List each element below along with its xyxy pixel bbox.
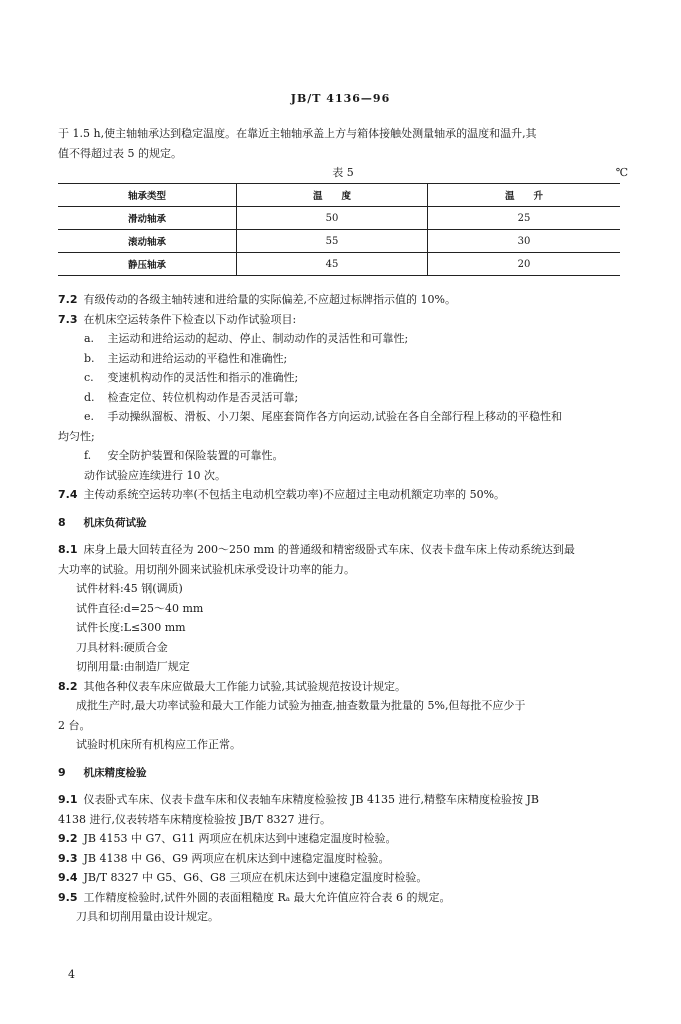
intro-line-2: 值不得超过表 5 的规定。 (58, 146, 182, 160)
cell-bearing-type: 滑动轴承 (58, 207, 237, 230)
list-item (58, 446, 628, 466)
section-8-title (58, 513, 628, 533)
clause-text: JB 4153 中 G7、G11 两项应在机床达到中速稳定温度时检验。 (83, 832, 397, 845)
table-unit: ℃ (615, 166, 628, 179)
list-text: 安全防护装置和保险装置的可靠性。 (107, 449, 284, 462)
list-text: 手动操纵溜板、滑板、小刀架、尾座套筒作各方向运动,试验在各自全部行程上移动的平稳性和 (107, 410, 562, 423)
clause-text-continuation: 成批生产时,最大功率试验和最大工作能力试验为抽查,抽查数量为批量的 5%,但每批不应少于 (76, 699, 526, 712)
cell-temperature: 45 (237, 253, 428, 276)
document-header: JB/T 4136—96 (290, 92, 391, 105)
clause-text-continuation: 试验时机床所有机构应工作正常。 (76, 738, 241, 751)
list-text: 主运动和进给运动的起动、停止、制动动作的灵活性和可靠性; (107, 332, 409, 345)
clause-number: 8.1 (58, 543, 78, 556)
clause-text-continuation: 刀具和切削用量由设计规定。 (76, 910, 219, 923)
clause-7-2 (58, 290, 628, 310)
clause-9-1 (58, 790, 628, 810)
table-row (58, 230, 620, 253)
intro-line-1: 于 1.5 h,使主轴轴承达到稳定温度。在靠近主轴轴承盖上方与箱体接触处测量轴承的温度和温升,其 (58, 127, 537, 140)
bearing-temperature-table (58, 183, 620, 276)
spec-line: 刀具材料:硬质合金 (76, 640, 168, 654)
clause-number: 7.3 (58, 312, 78, 326)
section-number: 8 (58, 515, 66, 529)
clause-number: 9.3 (58, 851, 78, 865)
clause-text-continuation: 大功率的试验。用切削外圆来试验机床承受设计功率的能力。 (58, 562, 355, 576)
page-number: 4 (68, 968, 75, 981)
clause-text: JB 4138 中 G6、G9 两项应在机床达到中速稳定温度时检验。 (83, 851, 390, 865)
clause-8-1 (58, 540, 628, 560)
section-title: 机床精度检验 (83, 766, 147, 779)
section-number: 9 (58, 765, 66, 779)
clause-text-continuation: 2 台。 (58, 718, 91, 732)
clause-text: 有级传动的各级主轴转速和进给量的实际偏差,不应超过标牌指示值的 10%。 (83, 293, 456, 306)
list-letter: b. (84, 351, 95, 365)
list-item (58, 407, 628, 427)
spec-line: 试件长度:L≤300 mm (76, 621, 186, 634)
clause-7-4 (58, 485, 628, 505)
section-9-title (58, 763, 628, 783)
clause-number: 7.4 (58, 488, 78, 501)
spec-line: 试件直径:d=25～40 mm (76, 601, 204, 615)
list-item (58, 368, 628, 388)
list-text: 检查定位、转位机构动作是否灵活可靠; (107, 390, 299, 404)
clause-8-2 (58, 677, 628, 697)
clause-text: 在机床空运转条件下检查以下动作试验项目: (83, 312, 297, 326)
clause-number: 9.4 (58, 871, 78, 884)
clause-number: 9.5 (58, 890, 78, 904)
clause-9-5 (58, 888, 628, 908)
col-header-temperature-rise: 温 升 (504, 191, 543, 202)
list-letter: f. (84, 449, 92, 462)
spec-line: 试件材料:45 钢(调质) (76, 582, 183, 595)
clause-number: 8.2 (58, 679, 78, 693)
col-header-bearing-type: 轴承类型 (58, 184, 237, 207)
list-letter: d. (84, 390, 95, 404)
clause-number: 9.2 (58, 832, 78, 845)
cell-temperature-rise: 30 (428, 230, 621, 253)
list-text: 主运动和进给运动的平稳性和准确性; (107, 351, 288, 365)
clause-text: 主传动系统空运转功率(不包括主电动机空载功率)不应超过主电动机额定功率的 50%。 (83, 488, 506, 501)
clause-text-continuation: 4138 进行,仪表转塔车床精度检验按 JB/T 8327 进行。 (58, 812, 332, 826)
page-body (58, 124, 628, 927)
cell-temperature-rise: 20 (428, 253, 621, 276)
clause-text: 仪表卧式车床、仪表卡盘车床和仪表轴车床精度检验按 JB 4135 进行,精整车床精度检验按 JB (83, 793, 539, 806)
spec-line: 切削用量:由制造厂规定 (76, 660, 190, 673)
list-item (58, 388, 628, 408)
clause-text: JB/T 8327 中 G5、G6、G8 三项应在机床达到中速稳定温度时检验。 (83, 871, 428, 884)
list-item-continuation: 均匀性; (58, 429, 95, 443)
list-text: 变速机构动作的灵活性和指示的准确性; (107, 371, 299, 384)
table-caption-row (58, 163, 628, 183)
list-letter: a. (84, 332, 95, 345)
col-header-temperature: 温 度 (237, 184, 428, 207)
table-row (58, 253, 620, 276)
list-letter: c. (84, 371, 94, 384)
clause-7-3 (58, 310, 628, 330)
clause-text: 其他各种仪表车床应做最大工作能力试验,其试验规范按设计规定。 (83, 679, 406, 693)
clause-9-3 (58, 849, 628, 869)
clause-number: 7.2 (58, 293, 78, 306)
list-item (58, 349, 628, 369)
table-caption: 表 5 (332, 166, 354, 179)
cell-temperature: 55 (237, 230, 428, 253)
list-item (58, 329, 628, 349)
clause-text: 床身上最大回转直径为 200～250 mm 的普通级和精密级卧式车床、仪表卡盘车床上传动系统达到最 (83, 543, 575, 556)
cell-bearing-type: 滚动轴承 (58, 230, 237, 253)
table-row (58, 207, 620, 230)
clause-text: 工作精度检验时,试件外圆的表面粗糙度 Rₐ 最大允许值应符合表 6 的规定。 (83, 890, 451, 904)
cell-temperature-rise: 25 (428, 207, 621, 230)
clause-number: 9.1 (58, 793, 78, 806)
cell-bearing-type: 静压轴承 (58, 253, 237, 276)
table-header-row (58, 184, 620, 207)
clause-9-2 (58, 829, 628, 849)
section-title: 机床负荷试验 (83, 516, 147, 529)
cell-temperature: 50 (237, 207, 428, 230)
clause-note: 动作试验应连续进行 10 次。 (84, 468, 226, 482)
list-letter: e. (84, 410, 95, 423)
clause-9-4 (58, 868, 628, 888)
